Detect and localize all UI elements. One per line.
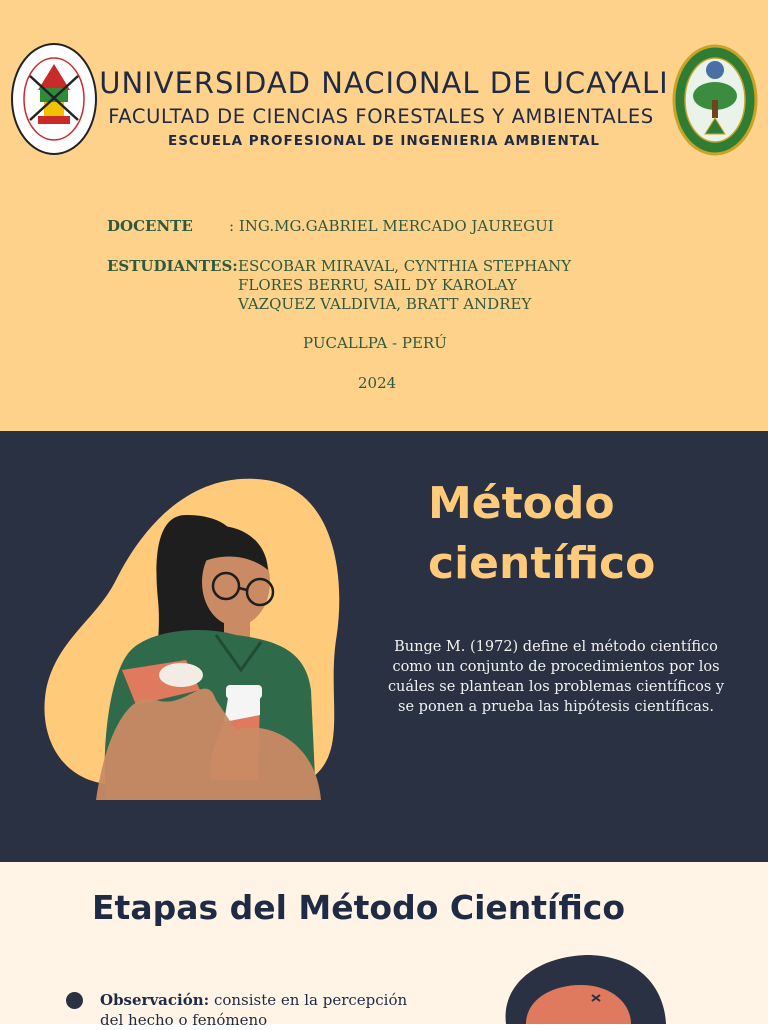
docente-value: : ING.MG.GABRIEL MERCADO JAUREGUI [229,217,554,235]
year-text: 2024 [358,374,397,392]
etapa-desc: consiste en la percepción del hecho o fenómeno [100,991,408,1029]
etapas-title: Etapas del Método Científico [92,888,626,927]
etapa-term: Observación: [100,991,210,1009]
faculty-seal-icon [672,44,758,156]
faculty-title: FACULTAD DE CIENCIAS FORESTALES Y AMBIENTALES [108,105,654,128]
metodo-title-line1: Método [428,478,615,529]
metodo-title-line2: científico [428,538,656,589]
university-seal-icon [10,42,98,156]
school-title: ESCUELA PROFESIONAL DE INGENIERIA AMBIENTAL [167,133,601,149]
observer-illustration [496,955,666,1024]
university-title: UNIVERSIDAD NACIONAL DE UCAYALI [99,66,669,100]
scientist-illustration [36,470,358,804]
cover-section [0,0,768,431]
metodo-description: Bunge M. (1972) define el método científico como un conjunto de procedimientos por los cuáles se plantean los problemas científicos y se ponen a prueba las hipótesis científicas. [387,639,725,715]
student-3: VAZQUEZ VALDIVIA, BRATT ANDREY [238,295,532,313]
student-2: FLORES BERRU, SAIL DY KAROLAY [238,276,517,294]
student-1: ESCOBAR MIRAVAL, CYNTHIA STEPHANY [238,257,572,275]
docente-label: DOCENTE [107,217,193,235]
etapa-item [100,990,430,1030]
estudiantes-label: ESTUDIANTES: [107,257,238,275]
bullet-icon [66,992,83,1009]
metodo-title [428,474,655,594]
place-text: PUCALLPA - PERÚ [303,334,447,352]
